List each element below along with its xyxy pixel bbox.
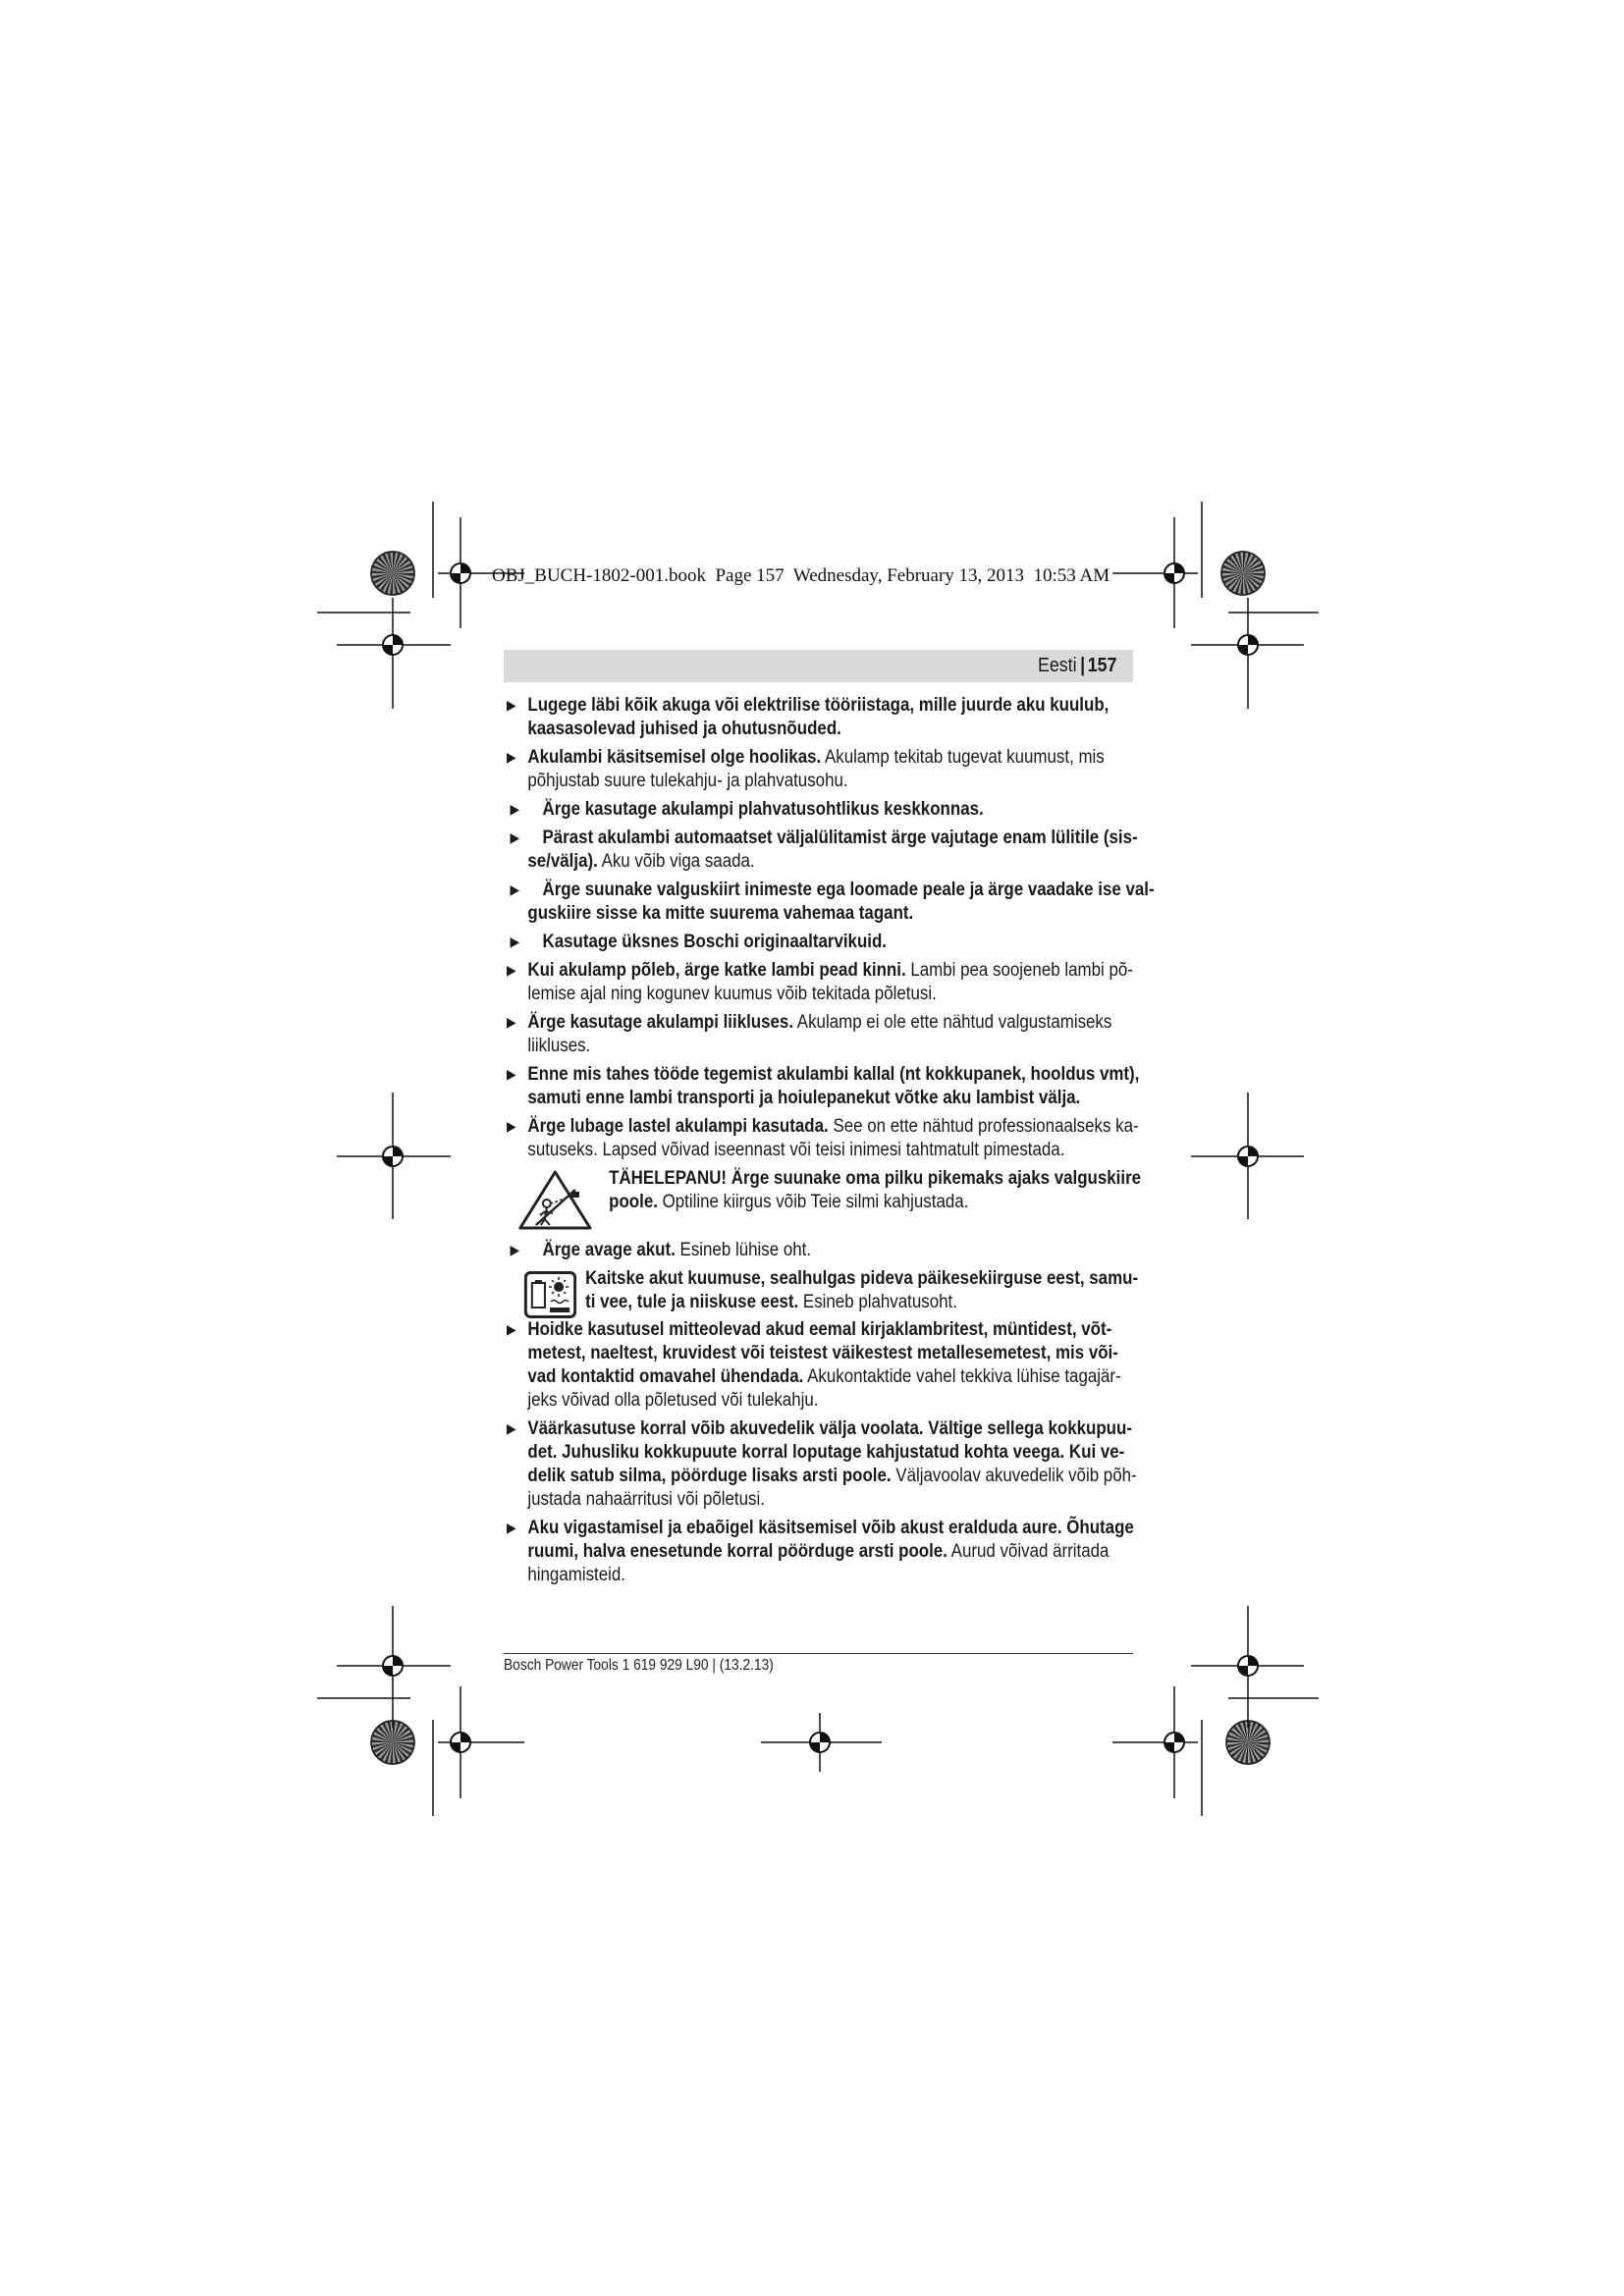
safety-item: [507, 879, 1155, 926]
safety-item-text: Aurud võivad ärritada hingamisteid.: [527, 1541, 1110, 1585]
safety-item-bold-text: Enne mis tahes tööde tegemist akulambi kallal (nt kokkupanek, hooldus vmt), samuti enne lambi transporti ja hoiulepanekut võtke aku lambist välja.: [527, 1064, 1140, 1108]
laser-warning-notice: [507, 1167, 1142, 1234]
footer-divider: [504, 1653, 1133, 1654]
registration-target-mark: [1191, 598, 1304, 709]
bullet-triangle-icon: ▶: [507, 1421, 516, 1437]
warning-text: Optiline kiirgus võib Teie silmi kahjustada.: [657, 1192, 969, 1212]
warning-bold-text: TÄHELEPANU! Ärge suunake oma pilku pikemaks ajaks valguskiire poole.: [609, 1168, 1142, 1212]
safety-item-bold-text: Ärge kasutage akulampi plahvatusohtlikus keskkonnas.: [542, 799, 984, 820]
safety-item-bold-text: Ärge lubage lastel akulampi kasutada.: [527, 1116, 829, 1137]
bullet-triangle-icon: ▶: [507, 1119, 516, 1135]
safety-item-text: Esineb lühise oht.: [675, 1240, 812, 1260]
safety-item: [507, 1115, 1139, 1162]
bullet-triangle-icon: ▶: [507, 963, 516, 979]
bullet-triangle-icon: ▶: [507, 1322, 516, 1338]
print-job-info: OBJ_BUCH-1802-001.book Page 157 Wednesday, February 13, 2013 10:53 AM: [492, 565, 1110, 586]
registration-target-mark: [337, 598, 451, 709]
safety-item: [507, 1011, 1133, 1058]
registration-target-mark: [1112, 517, 1198, 628]
safety-item-bold-text: Hoidke kasutusel mitteolevad akud eemal kirjaklambritest, müntidest, võt- metest, naeltest, kruvidest või teistest väikestest metallesemetest, mis või- vad kontaktid omavahel ühendada.: [527, 1319, 1118, 1387]
language-label: Eesti: [1037, 655, 1077, 676]
page-header-label: [1037, 650, 1116, 682]
bullet-triangle-icon: ▶: [507, 750, 516, 766]
page-header-bar: [504, 650, 1133, 682]
registration-target-mark: [1112, 1686, 1198, 1798]
safety-item-text: See on ette nähtud professionaalseks ka- sutuseks. Lapsed võivad iseennast või teisi inimesi tahtmatult pimestada.: [527, 1116, 1139, 1160]
registration-wheel-mark: [371, 552, 414, 595]
safety-item: [507, 827, 1138, 874]
bullet-triangle-icon: ▶: [507, 1521, 516, 1536]
safety-item-bold-text: Pärast akulambi automaatset väljalülitamist ärge vajutage enam lülitile (sis- se/välja).: [527, 828, 1138, 872]
safety-item-text: Aku võib viga saada.: [597, 851, 755, 872]
laser-radiation-warning-icon: [516, 1168, 594, 1232]
bullet-triangle-icon: ▶: [507, 1067, 516, 1083]
safety-item: [507, 1517, 1133, 1587]
page-footer: Bosch Power Tools 1 619 929 L90 | (13.2.13): [504, 1657, 774, 1674]
safety-item-text: Akulamp tekitab tugevat kuumust, mis põhjustab suure tulekahju- ja plahvatusohu.: [527, 747, 1105, 791]
registration-target-mark: [761, 1713, 882, 1772]
safety-item: [507, 746, 1133, 793]
bullet-triangle-icon: ▶: [510, 830, 520, 846]
laser-warning-text: [609, 1167, 1141, 1214]
safety-item: [507, 1417, 1137, 1512]
registration-target-mark: [438, 1686, 524, 1798]
safety-item-bold-text: Akulambi käsitsemisel olge hoolikas.: [527, 747, 822, 768]
registration-target-mark: [337, 1093, 451, 1219]
registration-target-mark: [1191, 1606, 1304, 1728]
battery-heat-notice: [507, 1267, 1139, 1313]
bullet-triangle-icon: ▶: [510, 1243, 520, 1258]
safety-item-text: Akukontaktide vahel tekkiva lühise tagajär- jeks võivad olla põletused või tulekahju.: [527, 1366, 1121, 1411]
bullet-triangle-icon: ▶: [510, 934, 520, 950]
bullet-triangle-icon: ▶: [507, 698, 516, 714]
safety-item: [507, 959, 1133, 1006]
safety-item: [507, 931, 1133, 954]
registration-target-mark: [337, 1606, 451, 1728]
safety-item-text: Lambi pea soojeneb lambi põ- lemise ajal ning kogunev kuumus võib tekitada põletusi.: [527, 960, 1133, 1004]
safety-item: [507, 694, 1133, 741]
heat-notice-bold-text: Kaitske akut kuumuse, sealhulgas pideva päikesekiirguse eest, samu- ti vee, tule ja niiskuse eest.: [585, 1268, 1139, 1312]
header-separator: |: [1079, 655, 1085, 676]
bullet-triangle-icon: ▶: [510, 802, 520, 818]
registration-target-mark: [1191, 1093, 1304, 1219]
safety-item-bold-text: Ärge kasutage akulampi liikluses.: [527, 1012, 794, 1033]
safety-item: [507, 1239, 1133, 1262]
safety-item-bold-text: Aku vigastamisel ja ebaõigel käsitsemisel võib akust eralduda aure. Õhutage ruumi, halva enesetunde korral pöörduge arsti poole.: [527, 1518, 1134, 1562]
safety-item-bold-text: Ärge suunake valguskiirt inimeste ega loomade peale ja ärge vaadake ise val- guskiire sisse ka mitte suurema vahemaa tagant.: [527, 880, 1155, 924]
bullet-triangle-icon: ▶: [507, 1015, 516, 1031]
safety-item: [507, 1318, 1133, 1413]
safety-item-text: Väljavoolav akuvedelik võib põh- justada nahaärritusi või põletusi.: [527, 1466, 1137, 1510]
registration-wheel-mark: [1221, 552, 1265, 595]
battery-heat-sun-icon: [524, 1271, 576, 1318]
safety-item: [507, 1063, 1140, 1110]
safety-item-bold-text: Lugege läbi kõik akuga või elektrilise tööriistaga, mille juurde aku kuulub, kaasasolevad juhised ja ohutusnõuded.: [527, 695, 1110, 739]
safety-item-bold-text: Ärge avage akut.: [542, 1240, 676, 1260]
battery-heat-text: [585, 1267, 1138, 1314]
safety-item: [507, 798, 1133, 822]
safety-item-bold-text: Kui akulamp põleb, ärge katke lambi pead kinni.: [527, 960, 906, 981]
safety-item-text: Akulamp ei ole ette nähtud valgustamiseks liikluses.: [527, 1012, 1112, 1056]
safety-item-bold-text: Väärkasutuse korral võib akuvedelik välja voolata. Vältige sellega kokkupuu- det. Juhusliku kokkupuute korral loputage kahjustatud kohta veega. Kui ve- delik satub silma, pöörduge lisaks arsti poole.: [527, 1418, 1132, 1486]
safety-instructions: [507, 694, 1155, 1592]
bullet-triangle-icon: ▶: [510, 882, 520, 898]
page-number: 157: [1087, 655, 1116, 676]
heat-notice-text: Esineb plahvatusoht.: [798, 1292, 957, 1312]
safety-item-bold-text: Kasutage üksnes Boschi originaaltarvikuid.: [542, 932, 888, 952]
